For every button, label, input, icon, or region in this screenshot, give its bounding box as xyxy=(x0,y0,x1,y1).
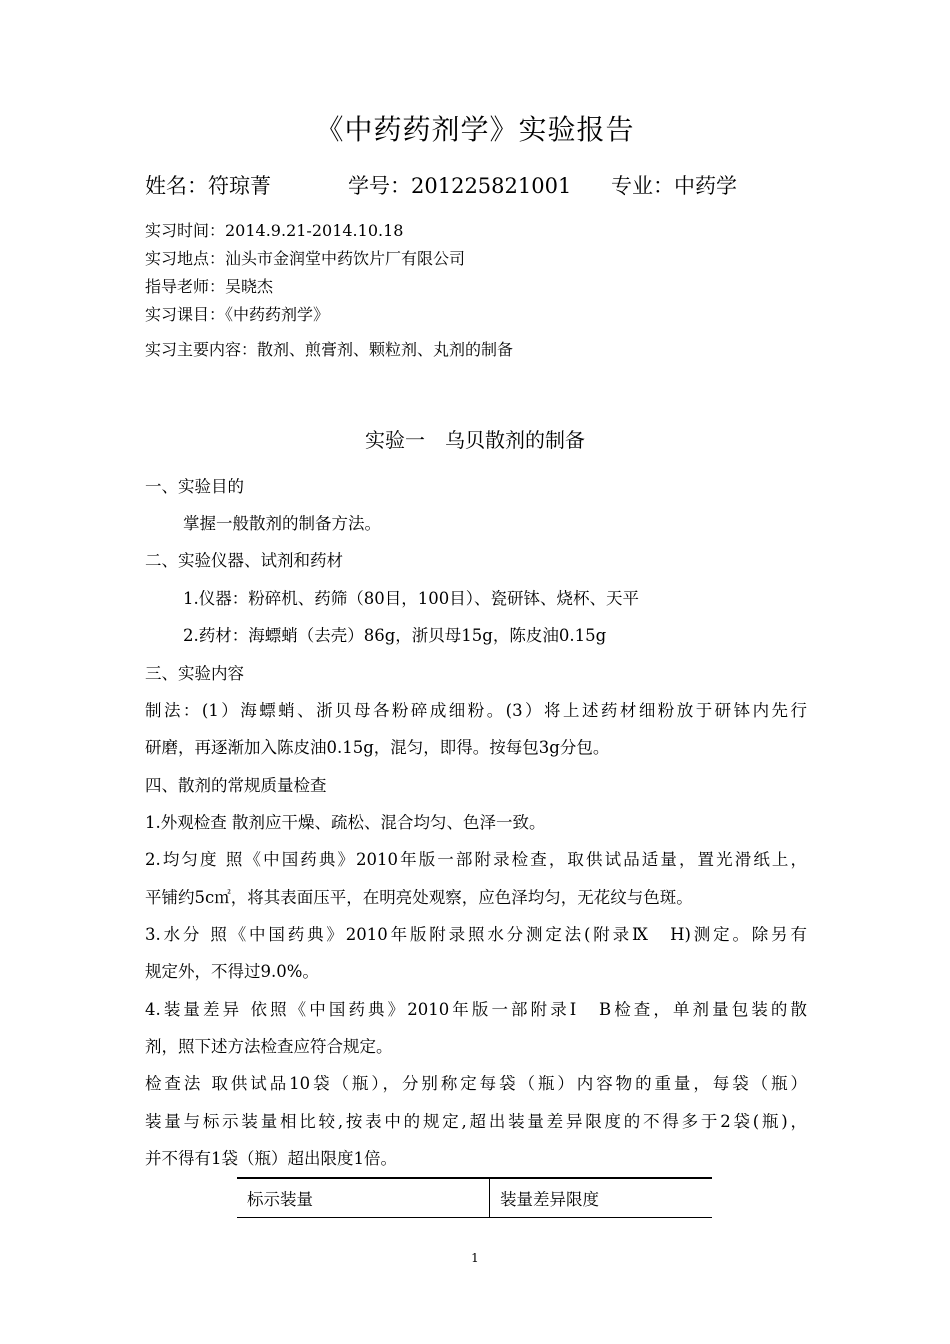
table-header-cell: 标示装量 xyxy=(247,1190,313,1209)
paragraph-line: 制法：(1）海螵蛸、浙贝母各粉碎成细粉。(3）将上述药材细粉放于研钵内先行 xyxy=(145,701,807,720)
paragraph-line: 2.药材：海螵蛸（去壳）86g，浙贝母15g，陈皮油0.15g xyxy=(183,626,607,645)
table-header-cell: 装量差异限度 xyxy=(490,1178,713,1218)
paragraph-line: 研磨，再逐渐加入陈皮油0.15g，混匀，即得。按每包3g分包。 xyxy=(145,738,610,757)
paragraph-line: 装量与标示装量相比较,按表中的规定,超出装量差异限度的不得多于2袋(瓶)， xyxy=(145,1112,807,1131)
meta-location: 实习地点：汕头市金润堂中药饮片厂有限公司 xyxy=(145,249,466,268)
paragraph-line: 并不得有1袋（瓶）超出限度1倍。 xyxy=(145,1149,397,1168)
paragraph-line: 1.外观检查 散剂应干燥、疏松、混合均匀、色泽一致。 xyxy=(145,813,546,832)
section-heading: 三、实验内容 xyxy=(145,664,244,683)
table-header-row xyxy=(237,1178,712,1218)
meta-teacher: 指导老师：吴晓杰 xyxy=(145,277,274,296)
paragraph-line: 掌握一般散剂的制备方法。 xyxy=(183,514,381,533)
student-info xyxy=(145,170,845,202)
report-title: 《中药药剂学》实验报告 xyxy=(315,113,635,146)
paragraph-line: 检查法 取供试品10袋（瓶），分别称定每袋（瓶）内容物的重量，每袋（瓶） xyxy=(145,1074,807,1093)
student-name: 姓名：符琼菁 xyxy=(145,174,271,198)
section-heading: 二、实验仪器、试剂和药材 xyxy=(145,551,343,570)
paragraph-line: 规定外，不得过9.0%。 xyxy=(145,962,319,981)
student-major: 专业：中药学 xyxy=(611,174,737,198)
paragraph-line: 4.装量差异 依照《中国药典》2010年版一部附录Ⅰ B检查，单剂量包装的散 xyxy=(145,1000,807,1019)
student-id: 学号：201225821001 xyxy=(348,174,572,198)
paragraph-line: 平铺约5c㎡，将其表面压平，在明亮处观察，应色泽均匀，无花纹与色斑。 xyxy=(145,888,693,907)
section-heading: 四、散剂的常规质量检查 xyxy=(145,776,327,795)
section-heading: 一、实验目的 xyxy=(145,477,244,496)
paragraph-line: 2.均匀度 照《中国药典》2010年版一部附录检查，取供试品适量，置光滑纸上， xyxy=(145,850,807,869)
paragraph-line: 3.水分 照《中国药典》2010年版附录照水分测定法(附录Ⅸ H)测定。除另有 xyxy=(145,925,807,944)
paragraph-line: 剂，照下述方法检查应符合规定。 xyxy=(145,1037,393,1056)
meta-course: 实习课目：《中药药剂学》 xyxy=(145,305,330,324)
experiment-title: 实验一 乌贝散剂的制备 xyxy=(365,428,585,452)
paragraph-line: 1.仪器：粉碎机、药筛（80目，100目）、瓷研钵、烧杯、天平 xyxy=(183,589,639,608)
meta-time: 实习时间：2014.9.21-2014.10.18 xyxy=(145,221,404,240)
page-number: 1 xyxy=(471,1251,479,1265)
weight-variation-table xyxy=(237,1177,712,1218)
meta-content: 实习主要内容：散剂、煎膏剂、颗粒剂、丸剂的制备 xyxy=(145,340,514,359)
